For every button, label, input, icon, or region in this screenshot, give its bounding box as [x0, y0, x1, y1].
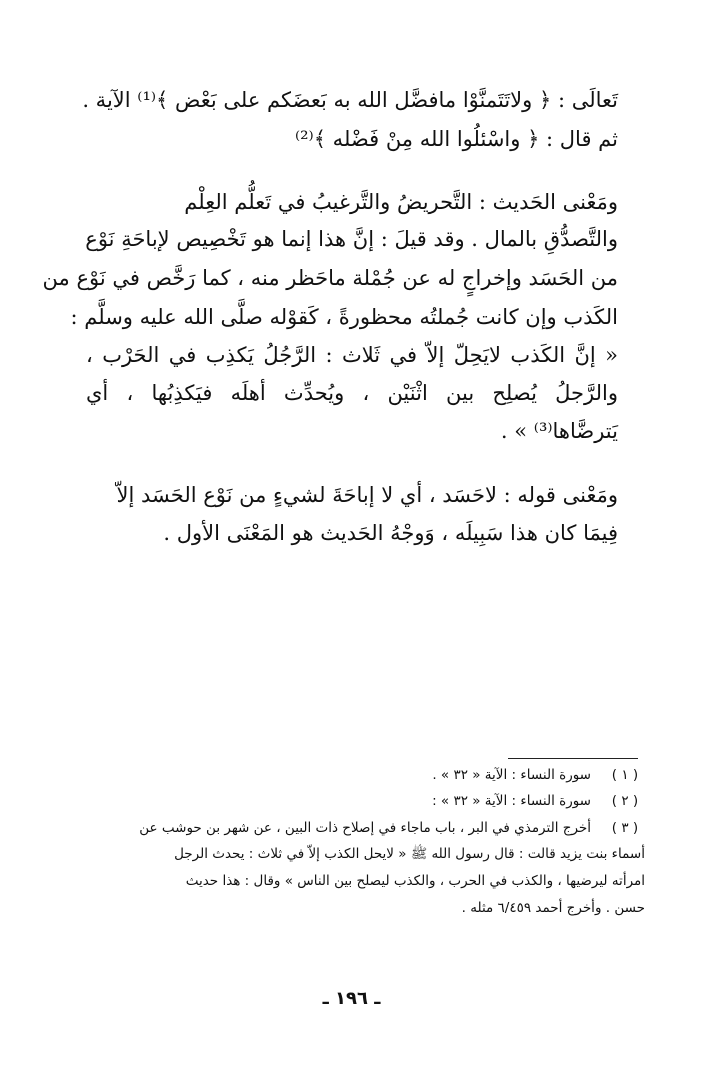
text-line-5: من الحَسَد وإخراجٍ له عن جُمْلة ماحَظر منه ، كما رَخَّص في نَوْع من	[42, 266, 618, 290]
text-line-11: فِيمَا كان هذا سَبِيلَه ، وَوجْهُ الحَديث هو المَعْنَى الأول .	[163, 521, 618, 545]
footnote-text-3-line-2: أسماء بنت يزيد قالت : قال رسول الله ﷺ « لايحل الكذب إلاّ في ثلاث : يحدث الرجل	[174, 846, 645, 862]
text-line-7: « إنَّ الكَذب لايَحِلّ إلاّ في ثَلاث : الرَّجُلُ يَكذِب في الحَرْب ،	[86, 343, 618, 367]
text-line-10: ومَعْنى قوله : لاحَسَد ، أي لا إباحَةَ لشيءٍ من نَوْع الحَسَد إلاّ	[116, 483, 618, 507]
footnote-text-1: سورة النساء : الآية « ٣٢ » .	[432, 767, 591, 783]
text-line-6: الكَذب وإن كانت جُملتُه محظورةً ، كَقوْله صلَّى الله عليه وسلَّم :	[70, 305, 618, 329]
footnote-text-3-line-3: امرأته ليرضيها ، والكذب في الحرب ، والكذب ليصلح بين الناس » وقال : هذا حديث	[185, 873, 645, 889]
footnote-text-2: سورة النساء : الآية « ٣٢ » :	[432, 793, 591, 809]
footnote-text-3-line-1: أخرج الترمذي في البر ، باب ماجاء في إصلاح ذات البين ، عن شهر بن حوشب عن	[139, 820, 591, 836]
footnote-number-3: ( ٣ )	[611, 820, 639, 836]
text-line-1: تَعالَى : ﴿ ولاتَتَمنَّوْا مافضَّل الله به بَعضَكم على بَعْض ﴾⁽¹⁾ الآية .	[82, 88, 618, 112]
footnote-separator	[508, 758, 638, 759]
footnote-text-3-line-4: حسن . وأخرج أحمد ٦/٤٥٩ مثله .	[461, 900, 645, 916]
footnote-number-1: ( ١ )	[611, 767, 639, 783]
text-line-2: ثم قال : ﴿ واسْئلُوا الله مِنْ فَضْله ﴾⁽²⁾	[294, 127, 618, 151]
text-line-4: والتَّصدُّقِ بالمال . وقد قيلَ : إنَّ هذا إنما هو تَخْصِيص لإباحَةِ نَوْع	[85, 227, 618, 251]
text-line-9: يَترضَّاها⁽³⁾ » .	[500, 419, 618, 443]
text-line-3: ومَعْنى الحَديث : التَّحريضُ والتَّرغيبُ في تَعلُّم العِلْم	[184, 190, 618, 214]
page-number: ـ ١٩٦ ـ	[322, 988, 381, 1009]
text-line-8: والرَّجلُ يُصلِح بين اثْنَيْن ، ويُحدِّث أهلَه فيَكذِبُها ، أي	[86, 381, 618, 405]
footnote-number-2: ( ٢ )	[611, 793, 639, 809]
